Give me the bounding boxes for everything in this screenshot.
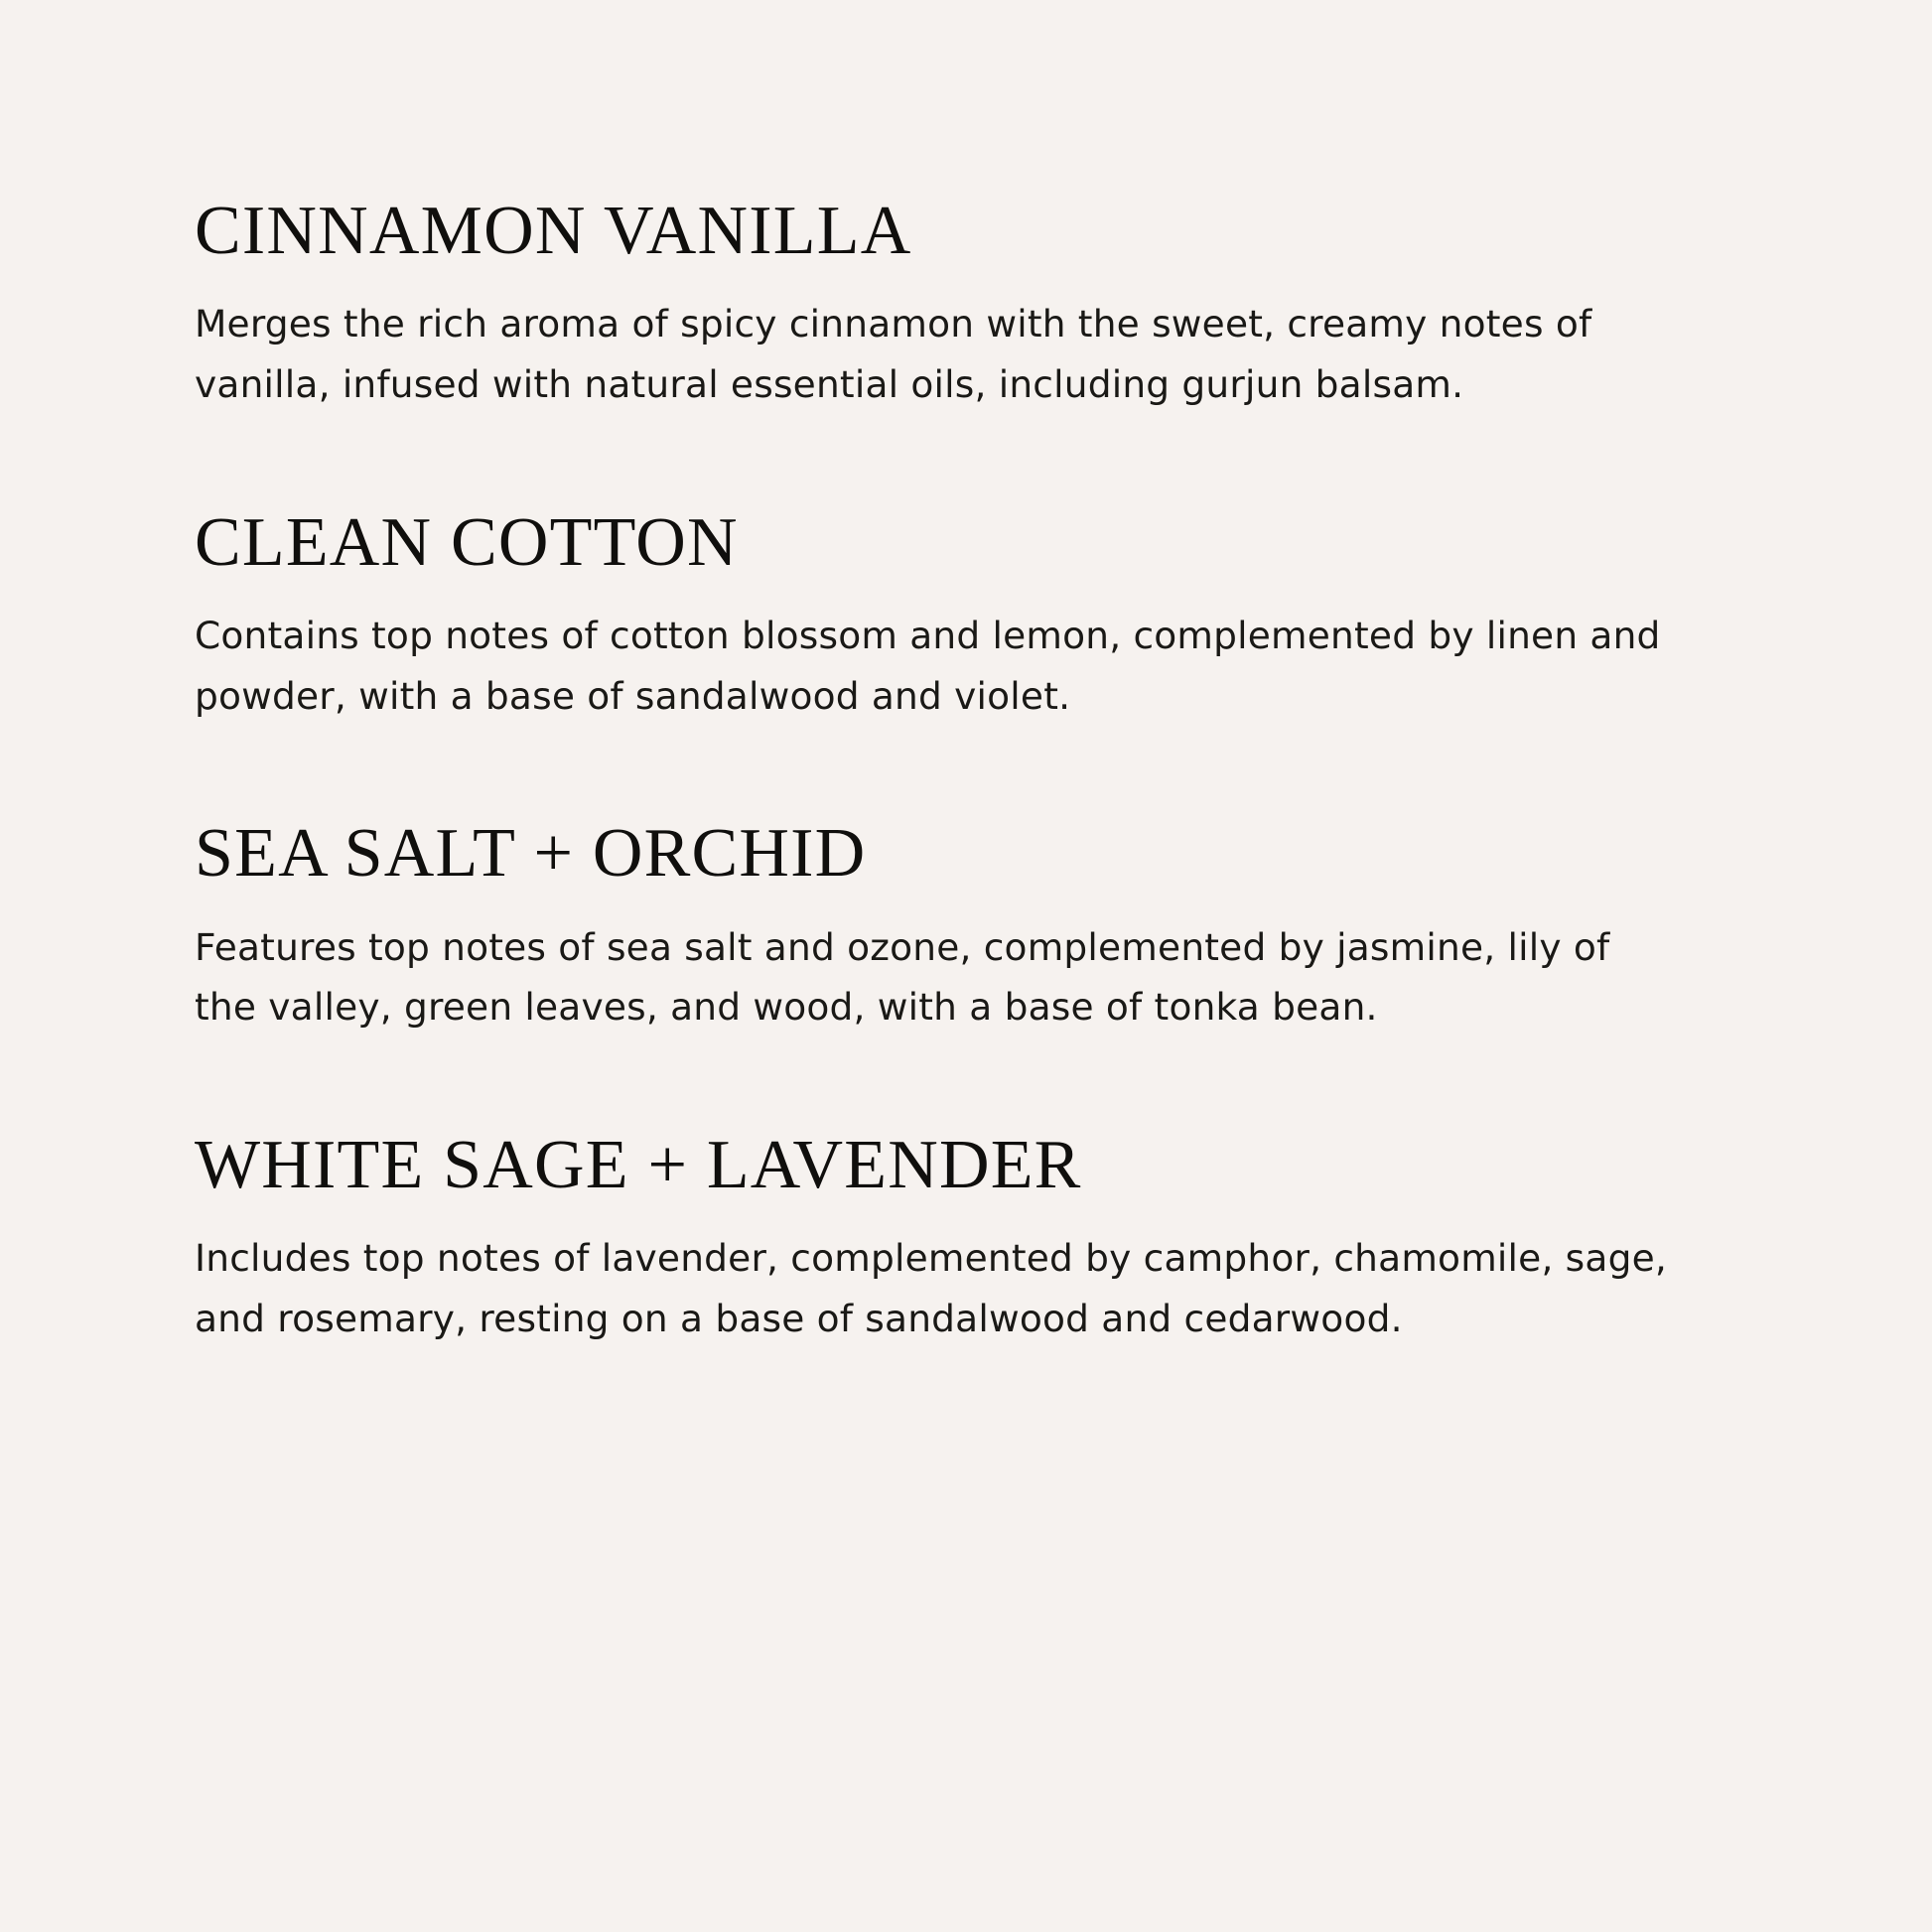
scent-block-clean-cotton	[195, 503, 1704, 727]
scent-description: Contains top notes of cotton blossom and lemon, complemented by linen and powder, with a base of sandalwood and violet.	[195, 613, 1661, 718]
scent-description: Features top notes of sea salt and ozone, complemented by jasmine, lily of the valley, green leaves, and wood, with a base of tonka bean.	[195, 924, 1610, 1030]
scent-title: CLEAN COTTON	[195, 503, 739, 581]
scent-description: Merges the rich aroma of spicy cinnamon with the sweet, creamy notes of vanilla, infused with natural essential oils, including gurjun balsam.	[195, 302, 1592, 406]
scent-block-cinnamon-vanilla	[195, 195, 1704, 415]
scent-description: Includes top notes of lavender, complemented by camphor, chamomile, sage, and rosemary, resting on a base of sandalwood and cedarwood.	[195, 1236, 1667, 1340]
scent-title: CINNAMON VANILLA	[195, 193, 912, 269]
scent-title: SEA SALT + ORCHID	[195, 815, 867, 893]
scent-title: WHITE SAGE + LAVENDER	[195, 1127, 1082, 1204]
scent-block-white-sage-lavender	[195, 1129, 1704, 1349]
scent-block-sea-salt-orchid	[195, 817, 1704, 1037]
